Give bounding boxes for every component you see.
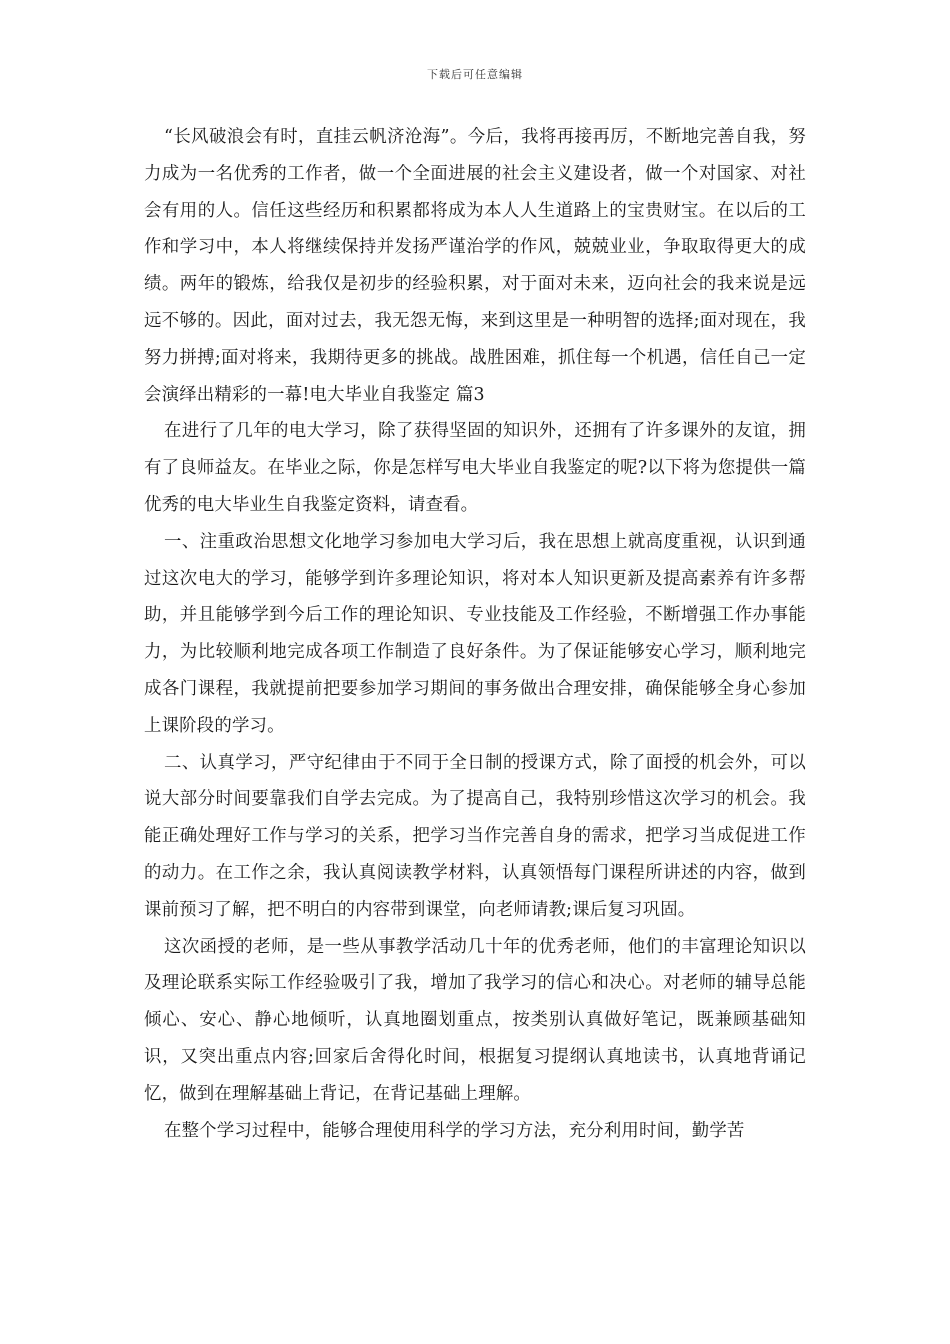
paragraph: “长风破浪会有时，直挂云帆济沧海”。今后，我将再接再厉，不断地完善自我，努力成为一名优秀的工作者，做一个全面进展的社会主义建设者，做一个对国家、对社会有用的人。信任这些经历和积累都将成为本人人生道路上的宝贵财宝。在以后的工作和学习中，本人将继续保持并发扬严谨治学的作风，兢兢业业，争取取得更大的成绩。两年的锻炼，给我仅是初步的经验积累，对于面对未来，迈向社会的我来说是远远不够的。因此，面对过去，我无怨无悔，来到这里是一种明智的选择;面对现在，我努力拼搏;面对将来，我期待更多的挑战。战胜困难，抓住每一个机遇，信任自己一定会演绎出精彩的一幕!电大毕业自我鉴定 篇3 bbox=[144, 127, 806, 405]
document-body bbox=[144, 119, 806, 1149]
paragraph: 在整个学习过程中，能够合理使用科学的学习方法，充分利用时间，勤学苦 bbox=[164, 1120, 745, 1141]
header-note: 下载后可任意编辑 bbox=[427, 68, 523, 81]
paragraph: 一、注重政治思想文化地学习参加电大学习后，我在思想上就高度重视，认识到通过这次电大的学习，能够学到许多理论知识，将对本人知识更新及提高素养有许多帮助，并且能够学到今后工作的理论知识、专业技能及工作经验，不断增强工作办事能力，为比较顺利地完成各项工作制造了良好条件。为了保证能够安心学习，顺利地完成各门课程，我就提前把要参加学习期间的事务做出合理安排，确保能够全身心参加上课阶段的学习。 bbox=[144, 531, 806, 736]
paragraph: 这次函授的老师，是一些从事教学活动几十年的优秀老师，他们的丰富理论知识以及理论联系实际工作经验吸引了我，增加了我学习的信心和决心。对老师的辅导总能倾心、安心、静心地倾听，认真地圈划重点，按类别认真做好笔记，既兼顾基础知识，又突出重点内容;回家后舍得化时间，根据复习提纲认真地读书，认真地背诵记忆，做到在理解基础上背记，在背记基础上理解。 bbox=[144, 936, 806, 1104]
paragraph: 在进行了几年的电大学习，除了获得坚固的知识外，还拥有了许多课外的友谊，拥有了良师益友。在毕业之际，你是怎样写电大毕业自我鉴定的呢?以下将为您提供一篇优秀的电大毕业生自我鉴定资料，请查看。 bbox=[144, 421, 806, 515]
paragraph: 二、认真学习，严守纪律由于不同于全日制的授课方式，除了面授的机会外，可以说大部分时间要靠我们自学去完成。为了提高自己，我特别珍惜这次学习的机会。我能正确处理好工作与学习的关系，把学习当作完善自身的需求，把学习当成促进工作的动力。在工作之余，我认真阅读教学材料，认真领悟每门课程所讲述的内容，做到课前预习了解，把不明白的内容带到课堂，向老师请教;课后复习巩固。 bbox=[144, 752, 806, 920]
